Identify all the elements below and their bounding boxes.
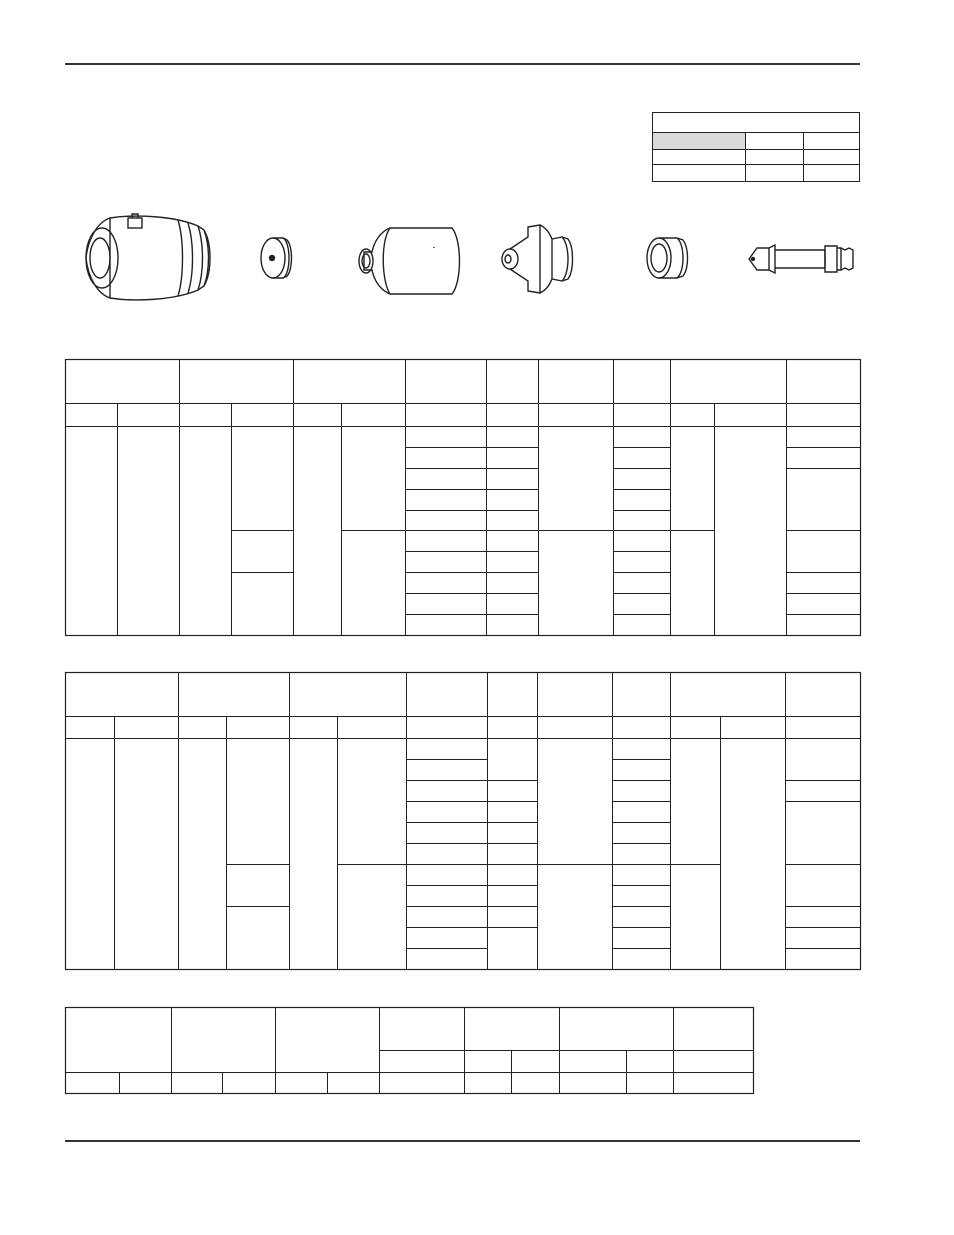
table-border	[66, 673, 861, 970]
parts-table-3	[66, 1008, 754, 1094]
parts-table-2	[66, 673, 861, 970]
parts-table-1	[66, 360, 861, 636]
table-border	[66, 360, 861, 636]
